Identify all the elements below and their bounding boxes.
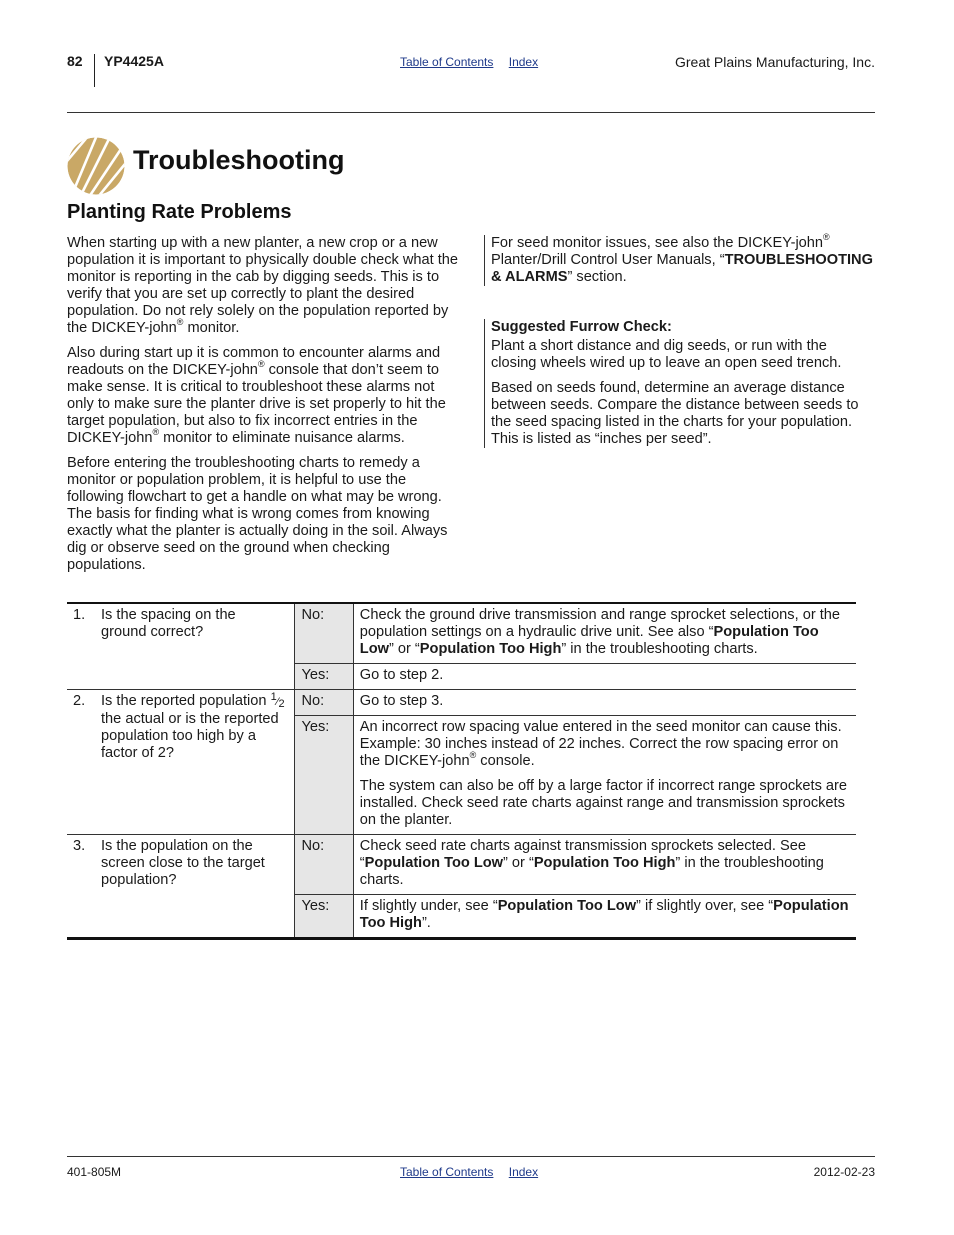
answer-2-yes: An incorrect row spacing value entered in the seed monitor can cause this. Example: 30 inches instead of 22 inches. Correct the row spacing error on the DICKEY-john® console. The system can also be off by a large factor if incorrect range sprockets are installed. Check seed rate charts against range and transmission sprockets on the planter. [353,716,856,835]
table-of-contents-link[interactable]: Table of Contents [400,55,494,69]
intro-paragraph-2: Also during start up it is common to encounter alarms and readouts on the DICKEY-john® console that don’t seem to make sense. It is critical to troubleshoot these alarms not only to make sure the planter drive is set properly to hit the target population, but also to fix incorrect entries in the DICKEY-john® monitor to eliminate nuisance alarms. [67,345,446,446]
table-row [67,603,856,664]
troubleshooting-flowchart-table [67,602,856,940]
question-2: 2. Is the reported population 1⁄2 the actual or is the reported population too high by a factor of 2? [67,690,295,835]
furrow-check-heading: Suggested Furrow Check: [491,319,672,335]
intro-paragraph-3: Before entering the troubleshooting charts to remedy a monitor or population problem, it is helpful to use the following flowchart to get a handle on what may be wrong. The basis for finding what is wrong comes from knowing exactly what the planter is actually doing in the soil. Always dig or observe seed on the ground when checking populations. [67,455,448,573]
intro-text [67,235,459,582]
index-link[interactable]: Index [508,55,539,69]
furrow-check-note [484,319,876,448]
header-links [400,55,538,69]
header-divider [94,54,95,87]
table-row [67,835,856,895]
question-3: 3. Is the population on the screen close to the target population? [67,835,295,939]
page-title: Troubleshooting [133,145,345,175]
footer-table-of-contents-link[interactable]: Table of Contents [400,1165,494,1179]
answer-1-no: Check the ground drive transmission and range sprocket selections, or the population settings on a hydraulic drive unit. See also “Population Too Low” or “Population Too High” in the troubleshooting charts. [359,607,841,657]
furrow-check-paragraph-2: Based on seeds found, determine an average distance between seeds. Compare the distance between seeds to the seed spacing listed in the charts for your population. This is listed as “inches per seed”. [491,380,859,447]
seed-monitor-note: For seed monitor issues, see also the DICKEY-john® Planter/Drill Control User Manuals, “TROUBLESHOOTING & ALARMS” section. [484,235,876,286]
side-notes [484,232,876,456]
yes-label: Yes: [295,664,353,690]
company-name: Great Plains Manufacturing, Inc. [675,54,875,70]
answer-2-no: Go to step 3. [353,690,856,716]
no-label: No: [295,603,353,664]
header-rule [67,112,875,113]
footer-doc-number: 401-805M [67,1165,122,1179]
answer-1-yes: Go to step 2. [353,664,856,690]
intro-paragraph-1: When starting up with a new planter, a new crop or a new population it is important to physically double check what the monitor is reporting in the cab by digging seeds. This is to verify that you are set up correctly to plant the desired population. Do not rely solely on the population reported by the DICKEY-john® monitor. [67,235,459,336]
footer-links [400,1165,538,1179]
section-title: Planting Rate Problems [67,201,292,223]
yes-label: Yes: [295,716,353,835]
footer-date: 2012-02-23 [813,1165,875,1179]
table-row [67,690,856,716]
no-label: No: [295,835,353,895]
answer-3-yes: If slightly under, see “Population Too Low” if slightly over, see “Population Too High”. [353,895,856,939]
document-id: YP4425A [104,53,164,69]
yes-label: Yes: [295,895,353,939]
furrow-check-paragraph-1: Plant a short distance and dig seeds, or run with the closing wheels wired up to leave an open seed trench. [491,338,842,371]
great-plains-logo-icon [67,137,125,195]
footer-index-link[interactable]: Index [508,1165,539,1179]
footer-rule [67,1156,875,1157]
page-number: 82 [67,53,83,69]
no-label: No: [295,690,353,716]
answer-3-no: Check seed rate charts against transmission sprockets selected. See “Population Too Low” or “Population Too High” in the troubleshooting charts. [353,835,856,895]
question-1: 1. Is the spacing on the ground correct? [73,607,236,640]
